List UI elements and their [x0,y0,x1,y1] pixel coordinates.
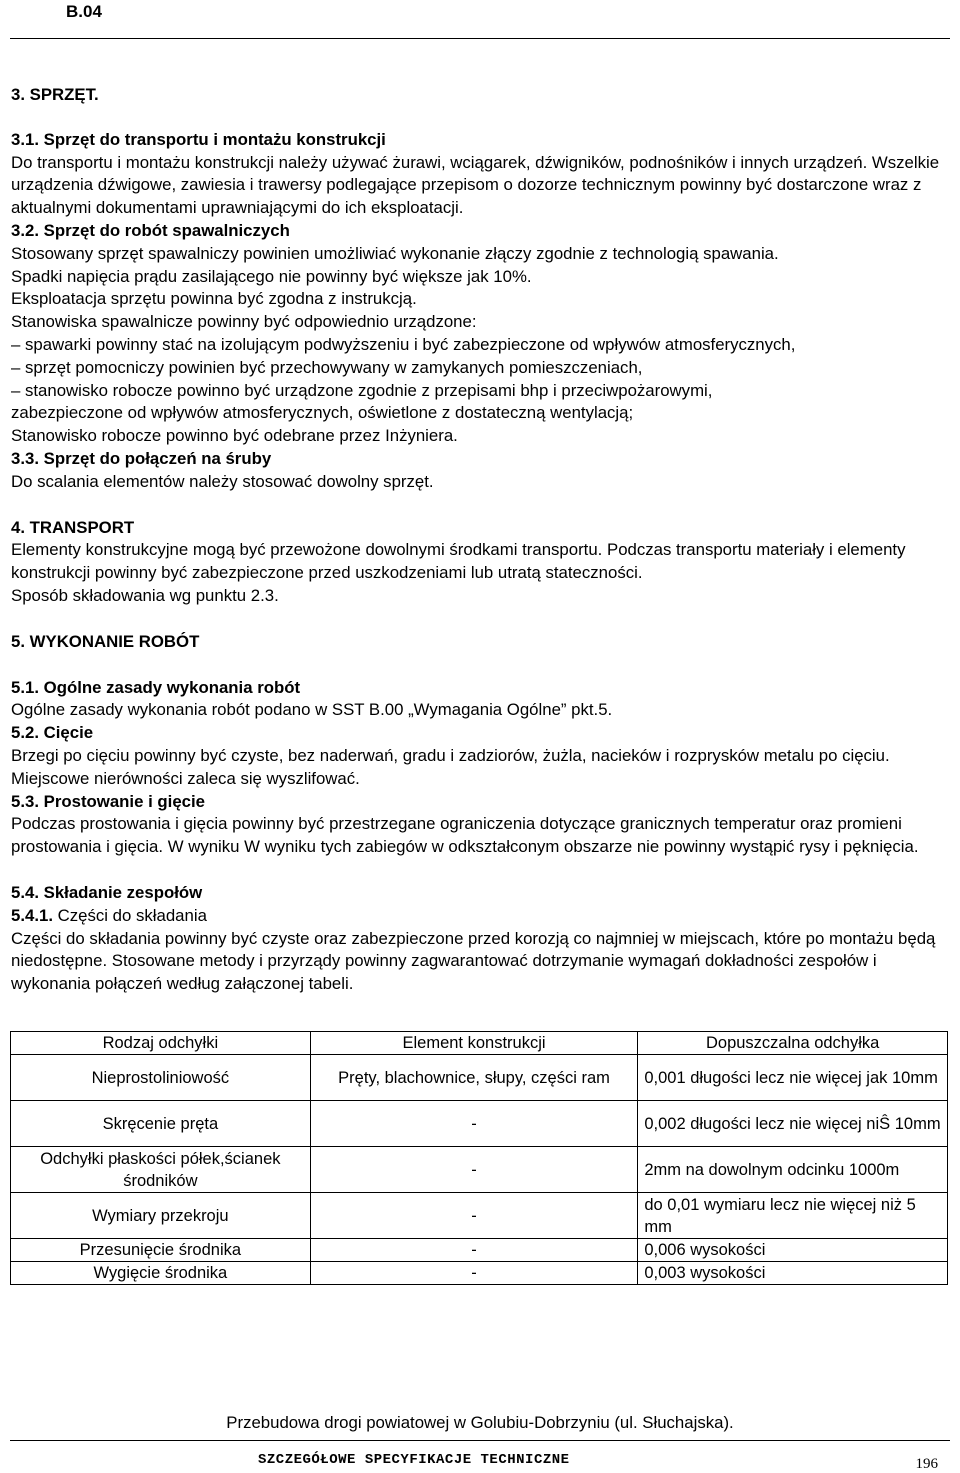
section-3-1-title: 3.1. Sprzęt do transportu i montażu konstrukcji [11,129,386,149]
section-3-3-text: Do scalania elementów należy stosować dowolny sprzęt. [11,471,434,491]
table-row [11,1147,948,1193]
section-3-2-bullet: – sprzęt pomocniczy powinien być przechowywany w zamykanych pomieszczeniach, [11,357,643,377]
table-cell: Pręty, blachownice, słupy, części ram [310,1055,638,1101]
table-row [11,1101,948,1147]
section-3-2-line: Stosowany sprzęt spawalniczy powinien umożliwiać wykonanie złączy zgodnie z technologią spawania. [11,243,779,263]
section-3-2-line: zabezpieczone od wpływów atmosferycznych, oświetlone z dostateczną wentylacją; [11,403,634,423]
table-header-row [11,1032,948,1055]
section-3-3-title: 3.3. Sprzęt do połączeń na śruby [11,448,272,468]
section-3-2-bullet: – stanowisko robocze powinno być urządzone zgodnie z przepisami bhp i przeciwpożarowymi, [11,380,713,400]
section-5-1-text: Ogólne zasady wykonania robót podano w SST B.00 „Wymagania Ogólne” pkt.5. [11,700,613,720]
section-5-2-text: Brzegi po cięciu powinny być czyste, bez naderwań, gradu i zadziorów, żużla, nacieków i rozprysków metalu po cięciu. Miejscowe nierówności zaleca się wyszlifować. [11,745,890,788]
document-body [11,84,946,996]
section-5-2-title: 5.2. Cięcie [11,723,94,743]
table-cell: - [310,1193,638,1239]
table-cell: Skręcenie pręta [11,1101,311,1147]
section-3-2-title: 3.2. Sprzęt do robót spawalniczych [11,220,290,240]
page-number: 196 [915,1456,938,1472]
section-5-1-title: 5.1. Ogólne zasady wykonania robót [11,677,301,697]
footer-rule [10,1440,950,1441]
section-5-4-title: 5.4. Składanie zespołów [11,882,203,902]
section-5-3-title: 5.3. Prostowanie i gięcie [11,791,205,811]
table-cell: Wygięcie środnika [11,1262,311,1285]
table-header-cell: Element konstrukcji [310,1032,638,1055]
section-3-2-line: Spadki napięcia prądu zasilającego nie powinny być większe jak 10%. [11,266,532,286]
section-3-2-line: Stanowisko robocze powinno być odebrane przez Inżyniera. [11,426,458,446]
table-cell: Nieprostoliniowość [11,1055,311,1101]
table-header-cell: Dopuszczalna odchyłka [638,1032,948,1055]
table-cell: - [310,1262,638,1285]
table-cell: do 0,01 wymiaru lecz nie więcej niż 5 mm [638,1193,948,1239]
table-cell: - [310,1147,638,1193]
table-header-cell: Rodzaj odchyłki [11,1032,311,1055]
table-cell: 0,003 wysokości [638,1262,948,1285]
section-5-3-text: Podczas prostowania i gięcia powinny być przestrzegane ograniczenia dotyczące granicznych temperatur oraz promieni prostowania i gięcia. W wyniku W wyniku tych zabiegów w odkształconym obszarze nie powinny wystąpić rysy i pęknięcia. [11,814,919,857]
footer-spec-label: SZCZEGÓŁOWE SPECYFIKACJE TECHNICZNE [258,1452,570,1468]
table-row [11,1239,948,1262]
section-3-2-line: Eksploatacja sprzętu powinna być zgodna z instrukcją. [11,289,417,309]
table-row [11,1193,948,1239]
table-cell: Wymiary przekroju [11,1193,311,1239]
section-5-4-1-title [11,905,946,928]
section-3-title: 3. SPRZĘT. [11,85,99,104]
document-code: B.04 [66,2,102,21]
table-cell: 0,006 wysokości [638,1239,948,1262]
table-cell: 0,001 długości lecz nie więcej jak 10mm [638,1055,948,1101]
table-cell: - [310,1239,638,1262]
table-row [11,1055,948,1101]
section-3-2-line: Stanowiska spawalnicze powinny być odpowiednio urządzone: [11,312,477,332]
table-cell: Przesunięcie środnika [11,1239,311,1262]
header-rule [10,38,950,39]
table-cell: - [310,1101,638,1147]
section-5-4-1-name: Części do składania [53,905,207,925]
section-5-title: 5. WYKONANIE ROBÓT [11,631,200,651]
section-3-2-bullet: – spawarki powinny stać na izolującym podwyższeniu i być zabezpieczone od wpływów atmosferycznych, [11,334,796,354]
section-5-4-1-number: 5.4.1. [11,905,53,925]
section-3-1-text: Do transportu i montażu konstrukcji należy używać żurawi, wciągarek, dźwigników, podnośników i innych urządzeń. Wszelkie urządzenia dźwigowe, zawiesia i trawersy podlegające przepisom o dozorze technicznym powinny być dostarczone wraz z aktualnymi dokumentami uprawniającymi do ich eksploatacji. [11,152,940,218]
table-row [11,1262,948,1285]
section-4-text: Elementy konstrukcyjne mogą być przewożone dowolnymi środkami transportu. Podczas transportu materiały i elementy konstrukcji powinny być zabezpieczone przed uszkodzeniami lub utratą stateczności. [11,540,906,583]
table-cell: Odchyłki płaskości półek,ścianek środników [11,1147,311,1193]
footer-project-title: Przebudowa drogi powiatowej w Golubiu-Dobrzyniu (ul. Słuchajska). [226,1413,734,1432]
section-5-4-1-text: Części do składania powinny być czyste oraz zabezpieczone przed korozją co najmniej w miejscach, które po montażu będą niedostępne. Stosowane metody i przyrządy powinny zagwarantować dotrzymanie wymagań dokładności zespołów i wykonania połączeń według załączonej tabeli. [11,928,936,994]
table-cell: 2mm na dowolnym odcinku 1000m [638,1147,948,1193]
section-4-text-2: Sposób składowania wg punktu 2.3. [11,585,279,605]
deviation-table [10,1031,948,1285]
section-4-title: 4. TRANSPORT [11,517,135,537]
table-cell: 0,002 długości lecz nie więcej niŜ 10mm [638,1101,948,1147]
